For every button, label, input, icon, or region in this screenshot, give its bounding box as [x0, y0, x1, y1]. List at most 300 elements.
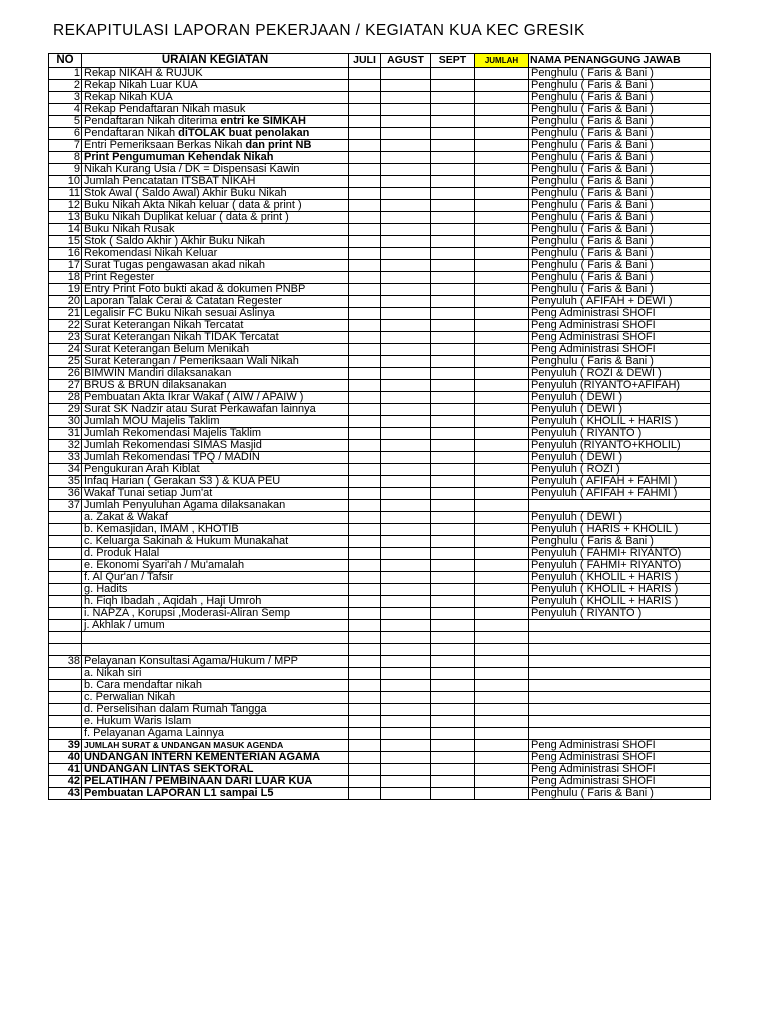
row-number	[49, 692, 82, 704]
row-activity	[82, 368, 349, 380]
row-penanggung-jawab: Penyuluh ( RIYANTO )	[529, 608, 711, 620]
activity-text: a. Zakat & Wakaf	[84, 511, 168, 523]
cell-agust	[381, 200, 431, 212]
row-number	[49, 608, 82, 620]
cell-jumlah	[475, 164, 529, 176]
cell-agust	[381, 548, 431, 560]
cell-agust	[381, 560, 431, 572]
row-activity	[82, 500, 349, 512]
row-activity	[82, 380, 349, 392]
cell-jumlah	[475, 248, 529, 260]
cell-agust	[381, 476, 431, 488]
cell-jumlah	[475, 392, 529, 404]
row-penanggung-jawab: Penghulu ( Faris & Bani )	[529, 68, 711, 80]
cell-sept	[431, 344, 475, 356]
cell-juli	[349, 488, 381, 500]
cell-agust	[381, 464, 431, 476]
cell-jumlah	[475, 500, 529, 512]
row-penanggung-jawab: Penghulu ( Faris & Bani )	[529, 176, 711, 188]
row-number: 30	[49, 416, 82, 428]
row-activity	[82, 572, 349, 584]
row-number: 27	[49, 380, 82, 392]
cell-jumlah	[475, 596, 529, 608]
cell-agust	[381, 128, 431, 140]
row-number: 18	[49, 272, 82, 284]
row-number: 16	[49, 248, 82, 260]
row-number: 21	[49, 308, 82, 320]
row-penanggung-jawab	[529, 620, 711, 632]
row-activity	[82, 728, 349, 740]
row-number: 15	[49, 236, 82, 248]
cell-jumlah	[475, 488, 529, 500]
table-row	[49, 596, 711, 608]
row-penanggung-jawab: Penyuluh ( ROZI )	[529, 464, 711, 476]
row-number: 29	[49, 404, 82, 416]
row-penanggung-jawab: Penghulu ( Faris & Bani )	[529, 272, 711, 284]
cell-agust	[381, 68, 431, 80]
table-row	[49, 392, 711, 404]
row-number	[49, 620, 82, 632]
cell-jumlah	[475, 140, 529, 152]
cell-sept	[431, 428, 475, 440]
activity-text: c. Keluarga Sakinah & Hukum Munakahat	[84, 535, 289, 547]
row-activity	[82, 752, 349, 764]
cell-jumlah	[475, 272, 529, 284]
activity-text: Pengukuran Arah Kiblat	[84, 463, 200, 475]
cell-sept	[431, 80, 475, 92]
activity-text: e. Ekonomi Syari'ah / Mu'amalah	[84, 559, 245, 571]
table-row	[49, 308, 711, 320]
row-activity	[82, 404, 349, 416]
table-row	[49, 296, 711, 308]
row-penanggung-jawab	[529, 728, 711, 740]
cell-jumlah	[475, 680, 529, 692]
cell-jumlah	[475, 740, 529, 752]
cell-jumlah	[475, 428, 529, 440]
cell-sept	[431, 740, 475, 752]
cell-sept	[431, 728, 475, 740]
row-number	[49, 716, 82, 728]
row-activity	[82, 356, 349, 368]
cell-sept	[431, 500, 475, 512]
table-row	[49, 488, 711, 500]
cell-juli	[349, 260, 381, 272]
row-penanggung-jawab	[529, 500, 711, 512]
cell-sept	[431, 152, 475, 164]
cell-sept	[431, 296, 475, 308]
cell-jumlah	[475, 644, 529, 656]
row-activity	[82, 536, 349, 548]
cell-sept	[431, 212, 475, 224]
row-activity	[82, 236, 349, 248]
cell-agust	[381, 716, 431, 728]
row-activity	[82, 620, 349, 632]
cell-jumlah	[475, 668, 529, 680]
cell-juli	[349, 764, 381, 776]
cell-agust	[381, 488, 431, 500]
row-number: 17	[49, 260, 82, 272]
cell-jumlah	[475, 584, 529, 596]
cell-jumlah	[475, 284, 529, 296]
row-number: 1	[49, 68, 82, 80]
row-number	[49, 680, 82, 692]
row-penanggung-jawab	[529, 704, 711, 716]
row-activity	[82, 716, 349, 728]
cell-sept	[431, 452, 475, 464]
table-row	[49, 656, 711, 668]
activity-text: Rekap Pendaftaran Nikah masuk	[84, 103, 246, 115]
cell-jumlah	[475, 224, 529, 236]
cell-sept	[431, 776, 475, 788]
cell-sept	[431, 596, 475, 608]
cell-juli	[349, 464, 381, 476]
row-penanggung-jawab: Penghulu ( Faris & Bani )	[529, 788, 711, 800]
row-penanggung-jawab: Peng Administrasi SHOFI	[529, 740, 711, 752]
row-number: 8	[49, 152, 82, 164]
row-penanggung-jawab: Penyuluh ( FAHMI+ RIYANTO)	[529, 548, 711, 560]
activity-text: Rekap Nikah KUA	[84, 91, 173, 103]
row-activity	[82, 656, 349, 668]
activity-text: Surat Keterangan Nikah TIDAK Tercatat	[84, 331, 279, 343]
activity-text: d. Perselisihan dalam Rumah Tangga	[84, 703, 267, 715]
row-penanggung-jawab: Peng Administrasi SHOFI	[529, 764, 711, 776]
cell-jumlah	[475, 380, 529, 392]
cell-sept	[431, 200, 475, 212]
cell-agust	[381, 308, 431, 320]
activity-text: Pembuatan Akta Ikrar Wakaf ( AIW / APAIW )	[84, 391, 304, 403]
cell-agust	[381, 632, 431, 644]
activity-text: Rekap Nikah Luar KUA	[84, 79, 198, 91]
cell-sept	[431, 572, 475, 584]
table-row	[49, 476, 711, 488]
row-activity	[82, 416, 349, 428]
table-row	[49, 500, 711, 512]
activity-text: Entri Pemeriksaan Berkas Nikah	[84, 139, 246, 151]
cell-juli	[349, 80, 381, 92]
table-row	[49, 716, 711, 728]
row-number: 2	[49, 80, 82, 92]
cell-agust	[381, 776, 431, 788]
row-penanggung-jawab	[529, 692, 711, 704]
row-activity	[82, 392, 349, 404]
cell-jumlah	[475, 608, 529, 620]
table-row	[49, 356, 711, 368]
cell-agust	[381, 452, 431, 464]
row-number: 13	[49, 212, 82, 224]
cell-juli	[349, 284, 381, 296]
cell-jumlah	[475, 512, 529, 524]
row-penanggung-jawab	[529, 632, 711, 644]
cell-agust	[381, 500, 431, 512]
row-number	[49, 512, 82, 524]
row-activity	[82, 776, 349, 788]
cell-juli	[349, 572, 381, 584]
table-row	[49, 236, 711, 248]
cell-agust	[381, 368, 431, 380]
table-row	[49, 728, 711, 740]
cell-sept	[431, 416, 475, 428]
row-activity	[82, 344, 349, 356]
row-number	[49, 548, 82, 560]
cell-jumlah	[475, 704, 529, 716]
row-activity	[82, 164, 349, 176]
table-row	[49, 80, 711, 92]
row-activity	[82, 524, 349, 536]
row-penanggung-jawab: Penyuluh ( KHOLIL + HARIS )	[529, 584, 711, 596]
cell-juli	[349, 404, 381, 416]
row-penanggung-jawab: Penyuluh (RIYANTO+AFIFAH)	[529, 380, 711, 392]
cell-sept	[431, 356, 475, 368]
cell-sept	[431, 188, 475, 200]
cell-sept	[431, 464, 475, 476]
cell-jumlah	[475, 572, 529, 584]
cell-juli	[349, 320, 381, 332]
activity-text: j. Akhlak / umum	[84, 619, 165, 631]
cell-agust	[381, 704, 431, 716]
cell-juli	[349, 188, 381, 200]
cell-jumlah	[475, 416, 529, 428]
table-row	[49, 680, 711, 692]
table-row	[49, 320, 711, 332]
cell-jumlah	[475, 476, 529, 488]
cell-sept	[431, 380, 475, 392]
cell-sept	[431, 560, 475, 572]
cell-juli	[349, 788, 381, 800]
cell-juli	[349, 452, 381, 464]
cell-sept	[431, 92, 475, 104]
row-penanggung-jawab: Penyuluh ( KHOLIL + HARIS )	[529, 416, 711, 428]
cell-sept	[431, 248, 475, 260]
row-activity	[82, 440, 349, 452]
cell-jumlah	[475, 260, 529, 272]
cell-jumlah	[475, 296, 529, 308]
row-activity	[82, 176, 349, 188]
activity-text: Surat Keterangan Nikah Tercatat	[84, 319, 244, 331]
cell-sept	[431, 476, 475, 488]
row-number: 24	[49, 344, 82, 356]
cell-juli	[349, 584, 381, 596]
cell-juli	[349, 356, 381, 368]
cell-jumlah	[475, 356, 529, 368]
cell-agust	[381, 320, 431, 332]
table-row	[49, 440, 711, 452]
table-row	[49, 248, 711, 260]
cell-agust	[381, 164, 431, 176]
row-activity	[82, 452, 349, 464]
table-row	[49, 92, 711, 104]
table-row	[49, 404, 711, 416]
row-number: 7	[49, 140, 82, 152]
cell-agust	[381, 260, 431, 272]
row-penanggung-jawab: Penyuluh ( DEWI )	[529, 404, 711, 416]
row-activity	[82, 80, 349, 92]
cell-juli	[349, 176, 381, 188]
cell-jumlah	[475, 80, 529, 92]
cell-sept	[431, 704, 475, 716]
cell-jumlah	[475, 656, 529, 668]
col-agust: AGUST	[381, 54, 431, 68]
row-activity	[82, 584, 349, 596]
table-row	[49, 752, 711, 764]
row-activity	[82, 428, 349, 440]
cell-agust	[381, 656, 431, 668]
cell-agust	[381, 248, 431, 260]
cell-agust	[381, 104, 431, 116]
activity-text: Surat Keterangan Belum Menikah	[84, 343, 250, 355]
row-penanggung-jawab: Peng Administrasi SHOFI	[529, 776, 711, 788]
cell-jumlah	[475, 524, 529, 536]
activity-text: Wakaf Tunai setiap Jum'at	[84, 487, 213, 499]
cell-jumlah	[475, 404, 529, 416]
cell-sept	[431, 68, 475, 80]
cell-sept	[431, 488, 475, 500]
row-number	[49, 524, 82, 536]
cell-agust	[381, 344, 431, 356]
table-row	[49, 176, 711, 188]
row-number: 37	[49, 500, 82, 512]
row-number: 3	[49, 92, 82, 104]
cell-agust	[381, 92, 431, 104]
cell-juli	[349, 680, 381, 692]
row-activity	[82, 644, 349, 656]
row-activity	[82, 260, 349, 272]
activity-table	[48, 53, 711, 800]
cell-jumlah	[475, 116, 529, 128]
activity-text: Stok Awal ( Saldo Awal) Akhir Buku Nikah	[84, 187, 287, 199]
cell-agust	[381, 644, 431, 656]
document-title: REKAPITULASI LAPORAN PEKERJAAN / KEGIATAN KUA KEC GRESIK	[53, 22, 585, 39]
cell-jumlah	[475, 332, 529, 344]
cell-juli	[349, 236, 381, 248]
row-activity	[82, 488, 349, 500]
row-activity	[82, 140, 349, 152]
activity-text: Jumlah Rekomendasi SIMAS Masjid	[84, 439, 262, 451]
activity-text: c. Perwalian Nikah	[84, 691, 176, 703]
cell-agust	[381, 416, 431, 428]
cell-jumlah	[475, 212, 529, 224]
cell-juli	[349, 152, 381, 164]
cell-juli	[349, 608, 381, 620]
row-number: 20	[49, 296, 82, 308]
table-row	[49, 740, 711, 752]
cell-juli	[349, 476, 381, 488]
cell-jumlah	[475, 128, 529, 140]
table-row	[49, 368, 711, 380]
row-number	[49, 584, 82, 596]
row-activity	[82, 248, 349, 260]
row-penanggung-jawab	[529, 644, 711, 656]
activity-text: BIMWIN Mandiri dilaksanakan	[84, 367, 232, 379]
activity-text: Entry Print Foto bukti akad & dokumen PNBP	[84, 283, 306, 295]
row-number: 38	[49, 656, 82, 668]
table-row	[49, 692, 711, 704]
cell-jumlah	[475, 464, 529, 476]
cell-sept	[431, 320, 475, 332]
activity-text: Legalisir FC Buku Nikah sesuai Aslinya	[84, 307, 275, 319]
cell-juli	[349, 296, 381, 308]
cell-juli	[349, 596, 381, 608]
table-row	[49, 344, 711, 356]
table-row	[49, 128, 711, 140]
row-penanggung-jawab: Penghulu ( Faris & Bani )	[529, 236, 711, 248]
cell-agust	[381, 224, 431, 236]
cell-agust	[381, 764, 431, 776]
cell-juli	[349, 500, 381, 512]
row-number	[49, 572, 82, 584]
row-penanggung-jawab: Penghulu ( Faris & Bani )	[529, 188, 711, 200]
table-row	[49, 788, 711, 800]
cell-juli	[349, 740, 381, 752]
cell-sept	[431, 308, 475, 320]
row-activity	[82, 668, 349, 680]
cell-juli	[349, 392, 381, 404]
cell-juli	[349, 428, 381, 440]
cell-jumlah	[475, 68, 529, 80]
cell-juli	[349, 440, 381, 452]
cell-agust	[381, 176, 431, 188]
activity-text: Laporan Talak Cerai & Catatan Regester	[84, 295, 282, 307]
cell-juli	[349, 512, 381, 524]
cell-jumlah	[475, 536, 529, 548]
cell-sept	[431, 116, 475, 128]
row-number: 4	[49, 104, 82, 116]
activity-text-bold: diTOLAK buat penolakan	[178, 127, 310, 139]
table-row	[49, 68, 711, 80]
activity-text: Pendaftaran Nikah diterima	[84, 115, 221, 127]
cell-juli	[349, 656, 381, 668]
table-row	[49, 212, 711, 224]
activity-text: Jumlah MOU Majelis Taklim	[84, 415, 220, 427]
row-number: 14	[49, 224, 82, 236]
row-penanggung-jawab	[529, 656, 711, 668]
cell-jumlah	[475, 368, 529, 380]
row-activity	[82, 332, 349, 344]
row-number: 11	[49, 188, 82, 200]
activity-text: Stok ( Saldo Akhir ) Akhir Buku Nikah	[84, 235, 265, 247]
cell-juli	[349, 416, 381, 428]
row-number	[49, 536, 82, 548]
cell-agust	[381, 620, 431, 632]
cell-agust	[381, 740, 431, 752]
cell-agust	[381, 608, 431, 620]
cell-jumlah	[475, 632, 529, 644]
table-row	[49, 164, 711, 176]
cell-sept	[431, 404, 475, 416]
activity-text: Jumlah Rekomendasi TPQ / MADIN	[84, 451, 260, 463]
cell-agust	[381, 536, 431, 548]
row-number	[49, 644, 82, 656]
row-penanggung-jawab	[529, 716, 711, 728]
row-number	[49, 596, 82, 608]
cell-sept	[431, 224, 475, 236]
cell-juli	[349, 752, 381, 764]
row-number: 28	[49, 392, 82, 404]
cell-juli	[349, 632, 381, 644]
col-jumlah: JUMLAH	[475, 54, 529, 68]
cell-jumlah	[475, 308, 529, 320]
row-activity	[82, 224, 349, 236]
row-activity	[82, 596, 349, 608]
cell-sept	[431, 752, 475, 764]
table-row	[49, 572, 711, 584]
row-penanggung-jawab: Peng Administrasi SHOFI	[529, 344, 711, 356]
activity-text: Rekap NIKAH & RUJUK	[84, 67, 203, 79]
row-number: 34	[49, 464, 82, 476]
table-row	[49, 512, 711, 524]
cell-jumlah	[475, 752, 529, 764]
cell-sept	[431, 644, 475, 656]
row-number: 31	[49, 428, 82, 440]
